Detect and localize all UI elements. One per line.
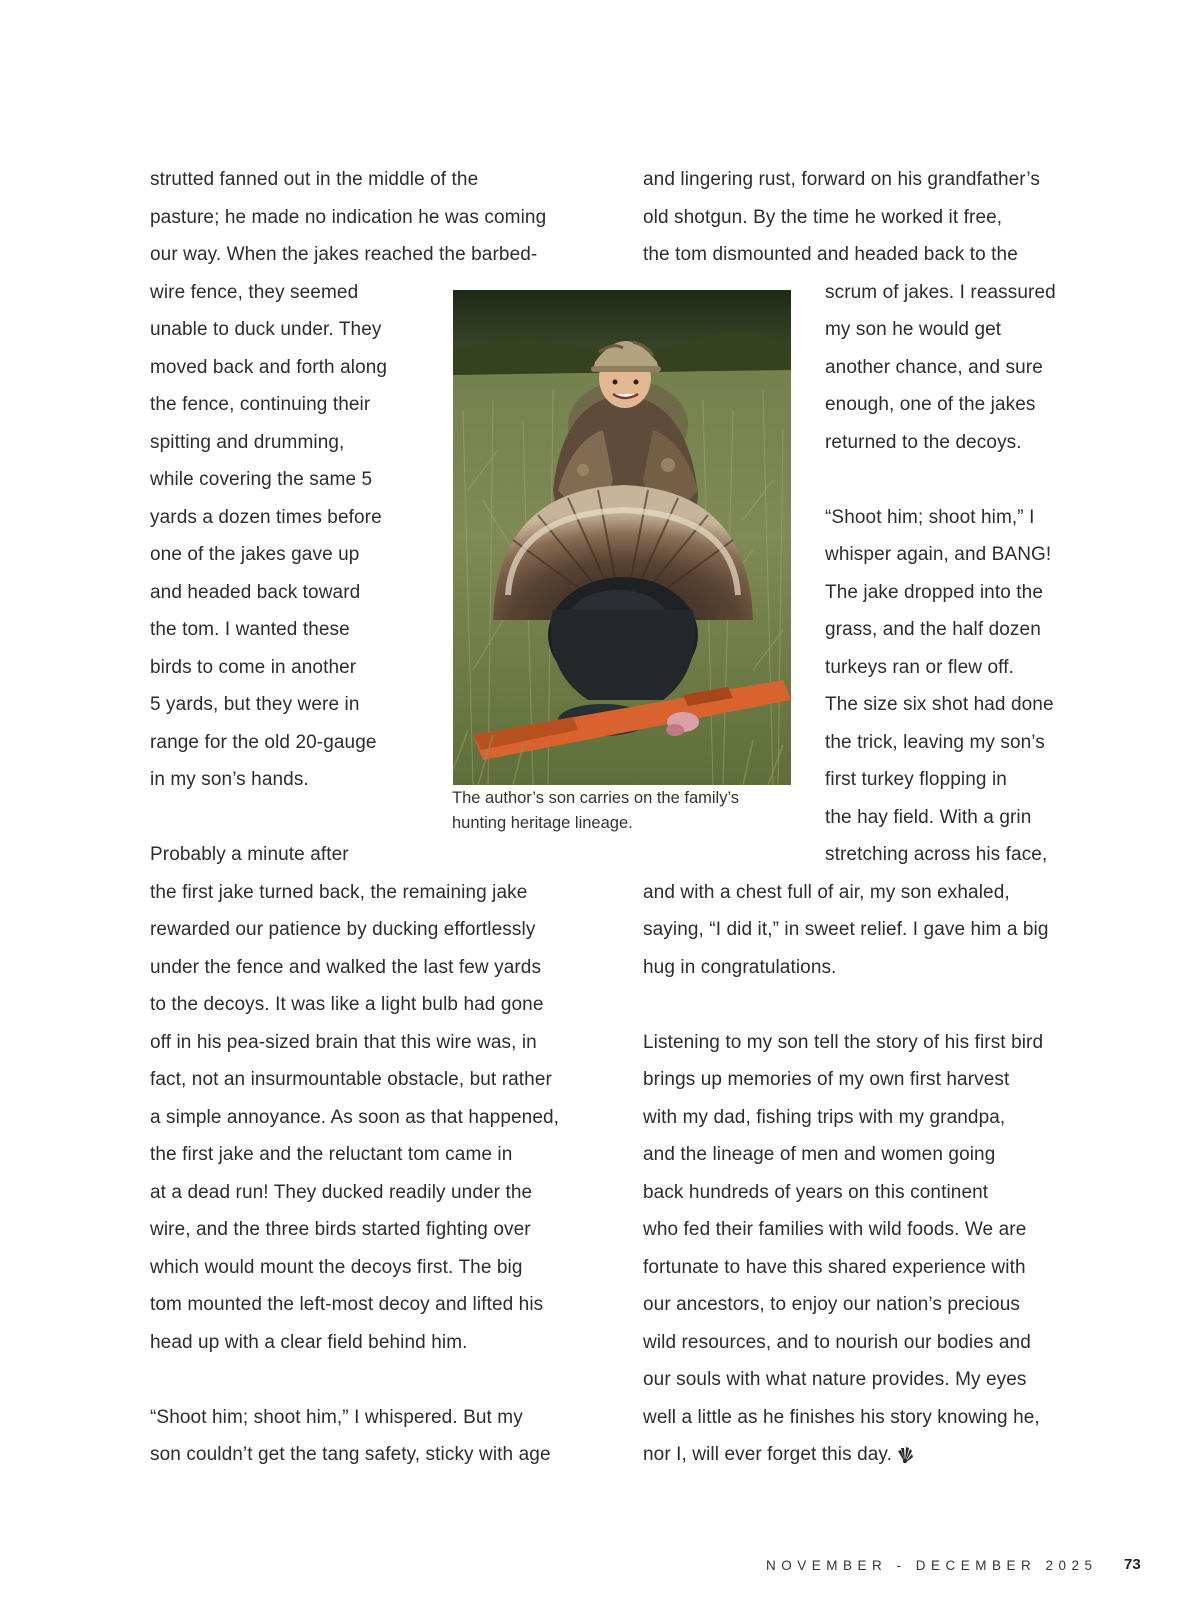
right-column-line: The size six shot had done [825, 694, 1054, 715]
right-column-line: who fed their families with wild foods. We are [643, 1219, 1027, 1240]
right-column-line: my son he would get [825, 319, 1002, 340]
right-column-line: back hundreds of years on this continent [643, 1181, 989, 1203]
right-column-line: saying, “I did it,” in sweet relief. I gave him a big [643, 919, 1049, 940]
left-column-line: the tom. I wanted these [150, 619, 350, 640]
left-column-line: moved back and forth along [150, 356, 388, 378]
left-column-line: the fence, continuing their [150, 394, 371, 415]
right-column-line: The jake dropped into the [825, 581, 1043, 603]
left-column-line: while covering the same 5 [150, 469, 373, 490]
right-column-line: and the lineage of men and women going [643, 1144, 996, 1165]
left-column-line: wire, and the three birds started fighting over [150, 1219, 531, 1240]
left-column-line: spitting and drumming, [150, 431, 345, 453]
left-column-line: strutted fanned out in the middle of the [150, 169, 479, 190]
right-column-line: fortunate to have this shared experience with [643, 1256, 1026, 1278]
right-column-line: the tom dismounted and headed back to the [643, 244, 1018, 265]
right-column-line: and with a chest full of air, my son exhaled, [643, 881, 1010, 903]
left-column-line: wire fence, they seemed [150, 281, 359, 303]
left-column-line: range for the old 20-gauge [150, 731, 377, 753]
right-column-line: and lingering rust, forward on his grandfather’s [643, 169, 1040, 190]
left-column-line: to the decoys. It was like a light bulb had gone [150, 994, 544, 1015]
right-column-line: stretching across his face, [825, 844, 1048, 865]
left-column-line: one of the jakes gave up [150, 544, 360, 565]
caption-line: hunting heritage lineage. [452, 814, 633, 832]
right-column-line: enough, one of the jakes [825, 394, 1036, 415]
left-column-line: off in his pea-sized brain that this wire was, in [150, 1031, 537, 1053]
right-column-line: “Shoot him; shoot him,” I [825, 506, 1035, 528]
left-column-line: fact, not an insurmountable obstacle, but rather [150, 1069, 552, 1090]
right-column-line: our souls with what nature provides. My eyes [643, 1369, 1027, 1390]
left-column-line: “Shoot him; shoot him,” I whispered. But my [150, 1406, 523, 1428]
right-column-line: well a little as he finishes his story knowing he, [643, 1406, 1040, 1428]
right-column-line: turkeys ran or flew off. [825, 656, 1014, 678]
left-column-line: pasture; he made no indication he was coming [150, 206, 547, 228]
left-column-line: unable to duck under. They [150, 319, 382, 340]
right-column-line: nor I, will ever forget this day. [643, 1443, 914, 1467]
turkey-fan-end-mark-icon [896, 1446, 914, 1464]
right-column-line: Listening to my son tell the story of his first bird [643, 1031, 1044, 1053]
right-column-line: wild resources, and to nourish our bodies and [643, 1331, 1031, 1353]
left-column-line: the first jake turned back, the remaining jake [150, 881, 528, 903]
right-column-line: grass, and the half dozen [825, 619, 1041, 640]
page-number: 73 [1124, 1556, 1141, 1573]
left-column-line: and headed back toward [150, 581, 361, 603]
right-column-line: old shotgun. By the time he worked it free, [643, 206, 1003, 228]
right-column-line: scrum of jakes. I reassured [825, 281, 1056, 303]
right-column-line: our ancestors, to enjoy our nation’s precious [643, 1294, 1020, 1315]
right-column-line: first turkey flopping in [825, 769, 1007, 790]
right-column-line: another chance, and sure [825, 356, 1043, 378]
right-column-line: hug in congratulations. [643, 956, 837, 978]
left-column-line: birds to come in another [150, 656, 357, 678]
left-column-line: Probably a minute after [150, 844, 349, 865]
left-column-line: at a dead run! They ducked readily under the [150, 1181, 533, 1203]
left-column-line: tom mounted the left-most decoy and lifted his [150, 1294, 544, 1315]
right-column-line: with my dad, fishing trips with my grandpa, [643, 1106, 1006, 1128]
right-column-line: whisper again, and BANG! [825, 544, 1052, 565]
footer-issue-date: NOVEMBER - DECEMBER 2025 [766, 1558, 1098, 1573]
left-column-line: under the fence and walked the last few yards [150, 956, 542, 978]
right-column-line: the hay field. With a grin [825, 806, 1032, 828]
left-column-line: son couldn’t get the tang safety, sticky with age [150, 1444, 551, 1465]
boy-with-turkey-photo [453, 290, 791, 785]
right-column-line: returned to the decoys. [825, 431, 1022, 453]
left-column-line: head up with a clear field behind him. [150, 1331, 468, 1353]
right-column-line: the trick, leaving my son’s [825, 731, 1045, 753]
left-column-line: rewarded our patience by ducking effortlessly [150, 919, 536, 940]
left-column-line: which would mount the decoys first. The big [150, 1256, 523, 1278]
right-column-line: brings up memories of my own first harvest [643, 1069, 1010, 1090]
left-column-line: a simple annoyance. As soon as that happened, [150, 1106, 560, 1128]
left-column-line: yards a dozen times before [150, 506, 382, 528]
left-column-line: in my son’s hands. [150, 769, 309, 790]
left-column-line: the first jake and the reluctant tom came in [150, 1144, 513, 1165]
left-column-line: our way. When the jakes reached the barbed- [150, 244, 538, 265]
caption-line: The author’s son carries on the family’s [452, 789, 740, 807]
left-column-line: 5 yards, but they were in [150, 694, 360, 715]
